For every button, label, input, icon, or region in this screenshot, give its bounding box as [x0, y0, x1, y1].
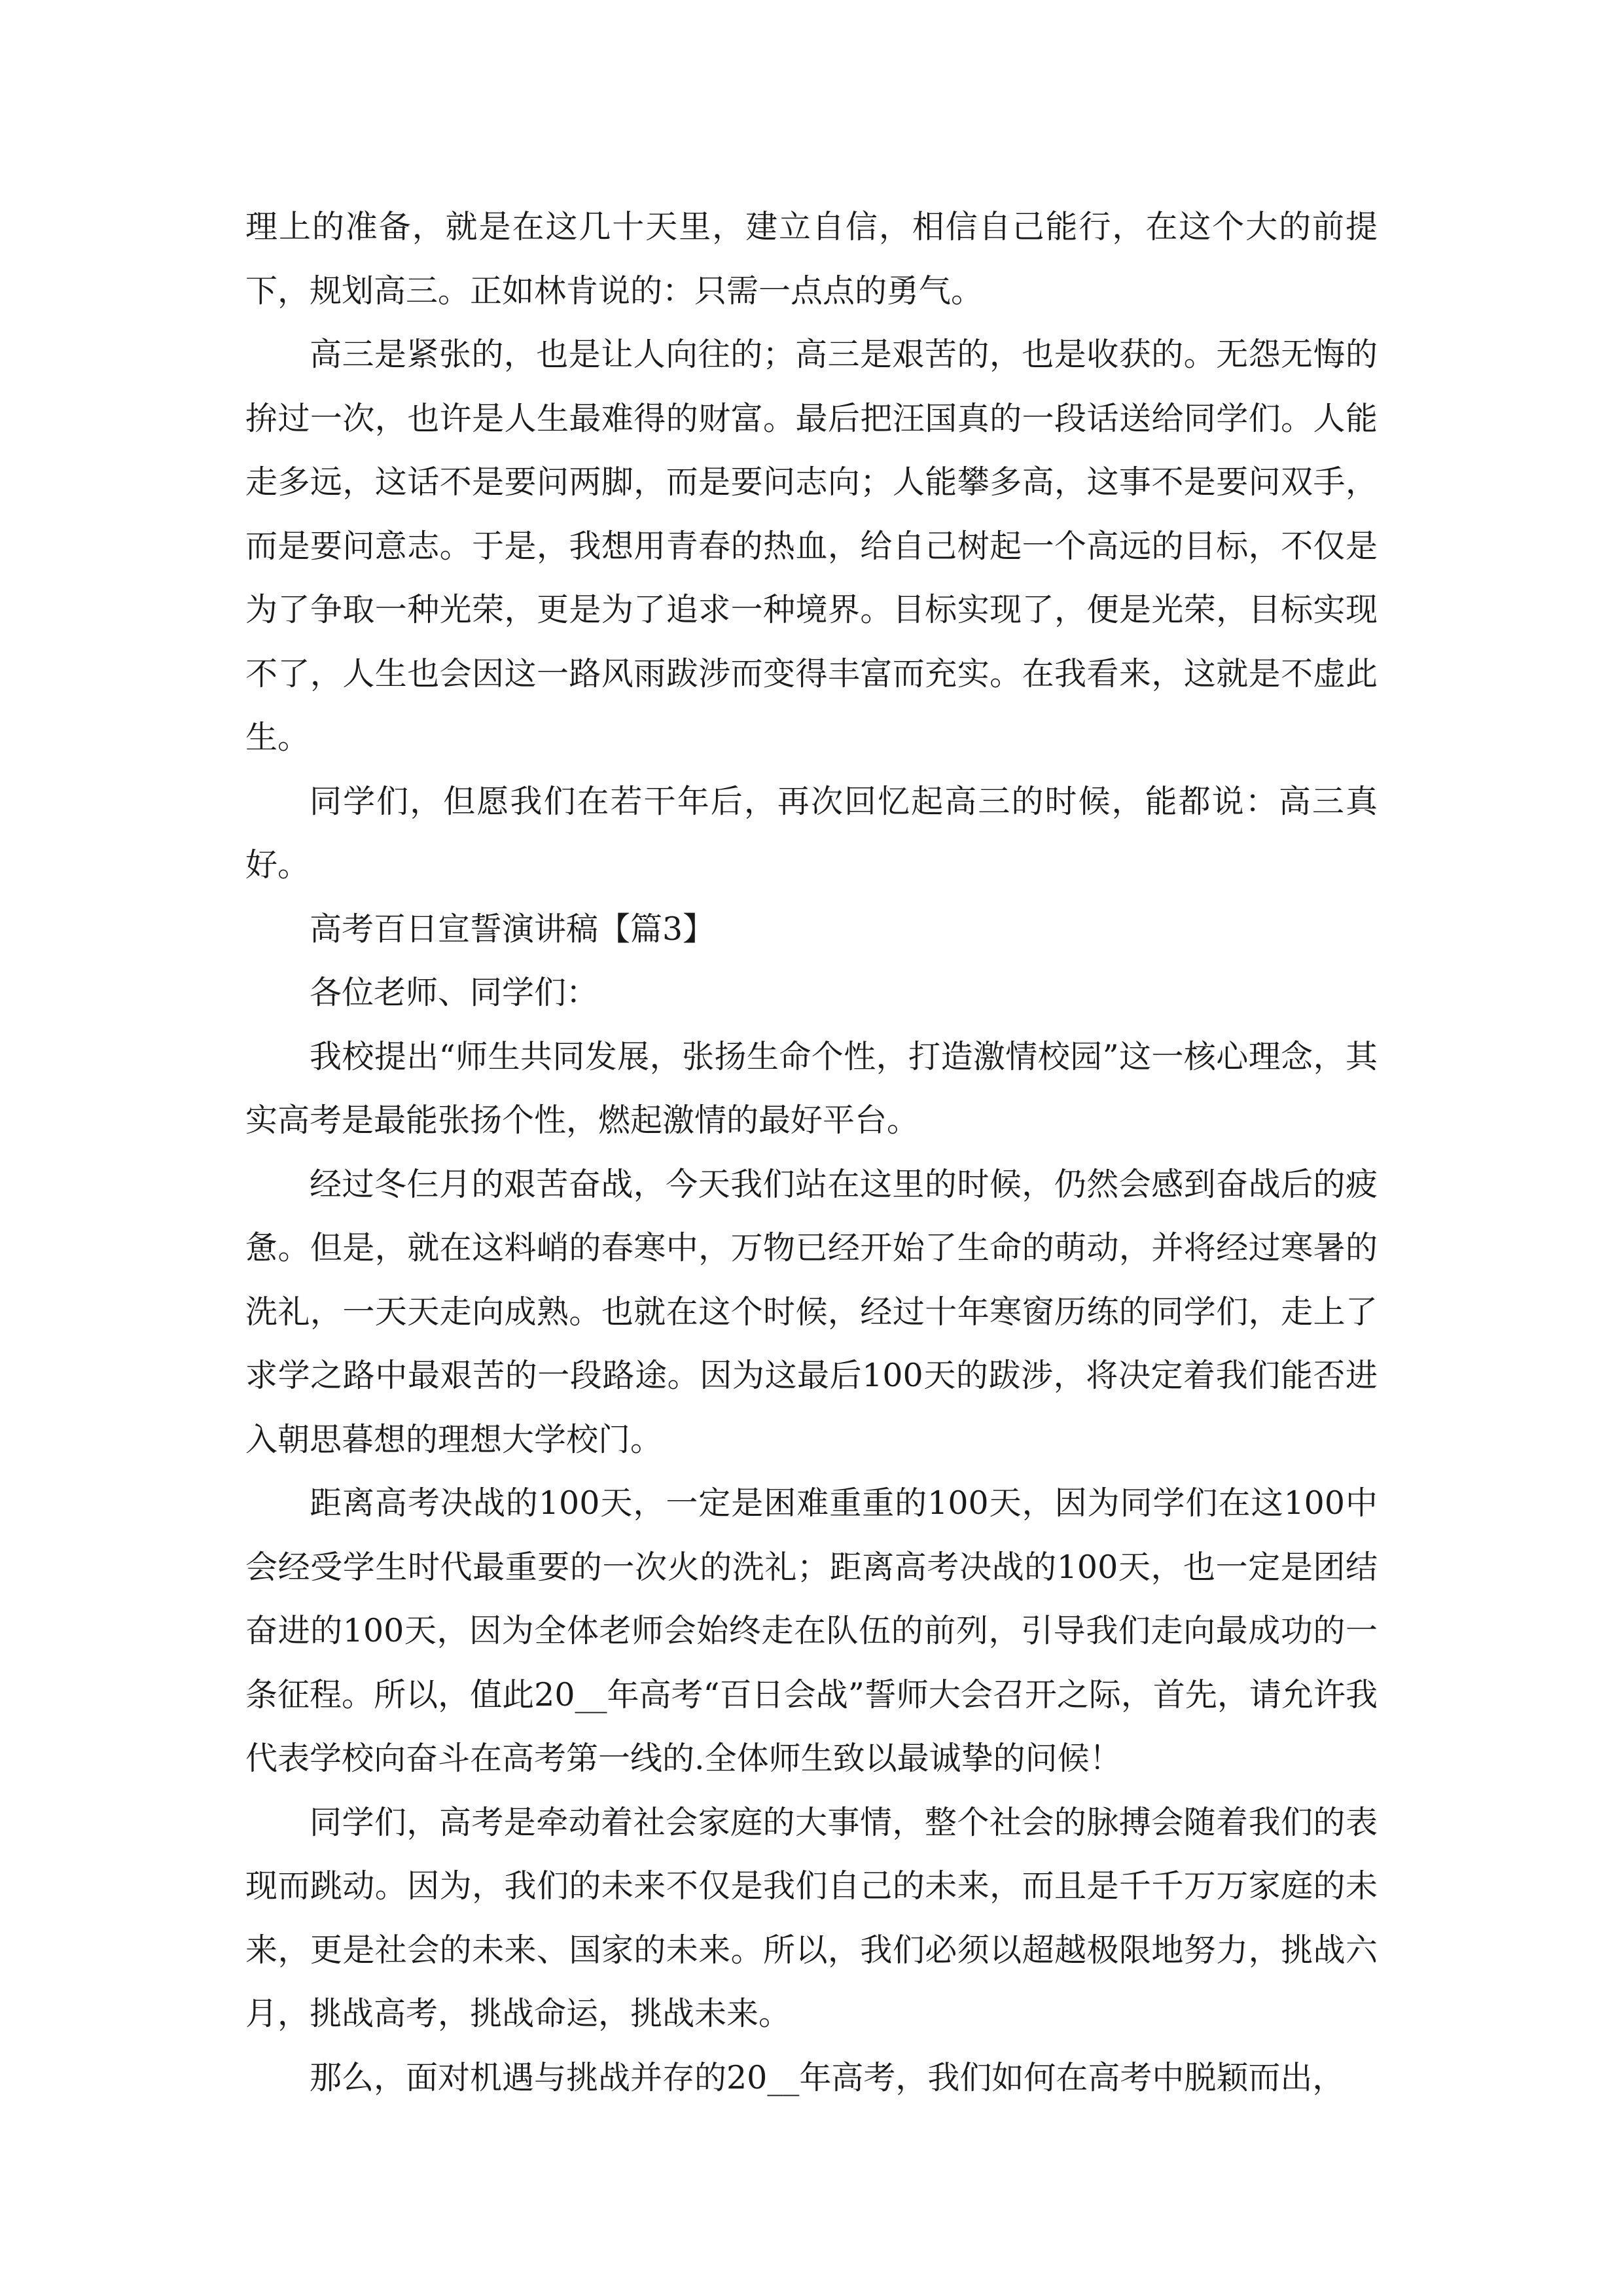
paragraph: 那么，面对机遇与挑战并存的20__年高考，我们如何在高考中脱颖而出， [310, 2058, 1345, 2096]
document-body [245, 195, 1378, 2109]
paragraph: 我校提出“师生共同发展，张扬生命个性，打造激情校园”这一核心理念，其实高考是最能张扬个性，燃起激情的最好平台。 [245, 1037, 1378, 1139]
paragraph: 高三是紧张的，也是让人向往的；高三是艰苦的，也是收获的。无怨无悔的拚过一次，也许是人生最难得的财富。最后把汪国真的一段话送给同学们。人能走多远，这话不是要问两脚，而是要问志向；人能攀多高，这事不是要问双手，而是要问意志。于是，我想用青春的热血，给自己树起一个高远的目标，不仅是为了争取一种光荣，更是为了追求一种境界。目标实现了，便是光荣，目标实现不了，人生也会因这一路风雨跋涉而变得丰富而充实。在我看来，这就是不虚此生。 [245, 336, 1378, 756]
paragraph: 同学们，但愿我们在若干年后，再次回忆起高三的时候，能都说：高三真好。 [245, 782, 1378, 884]
paragraph: 距离高考决战的100天，一定是困难重重的100天，因为同学们在这100中会经受学生时代最重要的一次火的洗礼；距离高考决战的100天，也一定是团结奋进的100天，因为全体老师会始终走在队伍的前列，引导我们走向最成功的一条征程。所以，值此20__年高考“百日会战”誓师大会召开之际，首先，请允许我代表学校向奋斗在高考第一线的.全体师生致以最诚挚的问候！ [245, 1484, 1378, 1777]
paragraph: 经过冬仨月的艰苦奋战，今天我们站在这里的时候，仍然会感到奋战后的疲惫。但是，就在这料峭的春寒中，万物已经开始了生命的萌动，并将经过寒暑的洗礼，一天天走向成熟。也就在这个时候，经过十年寒窗历练的同学们，走上了求学之路中最艰苦的一段路途。因为这最后100天的跋涉，将决定着我们能否进入朝思暮想的理想大学校门。 [245, 1165, 1378, 1458]
paragraph: 同学们，高考是牵动着社会家庭的大事情，整个社会的脉搏会随着我们的表现而跳动。因为，我们的未来不仅是我们自己的未来，而且是千千万万家庭的未来，更是社会的未来、国家的未来。所以，我们必须以超越极限地努力，挑战六月，挑战高考，挑战命运，挑战未来。 [245, 1803, 1378, 2032]
paragraph-continuation: 理上的准备，就是在这几十天里，建立自信，相信自己能行，在这个大的前提下，规划高三。正如林肯说的：只需一点点的勇气。 [245, 208, 1378, 310]
salutation: 各位老师、同学们： [310, 974, 599, 1011]
section-heading: 高考百日宣誓演讲稿【篇3】 [310, 910, 715, 948]
